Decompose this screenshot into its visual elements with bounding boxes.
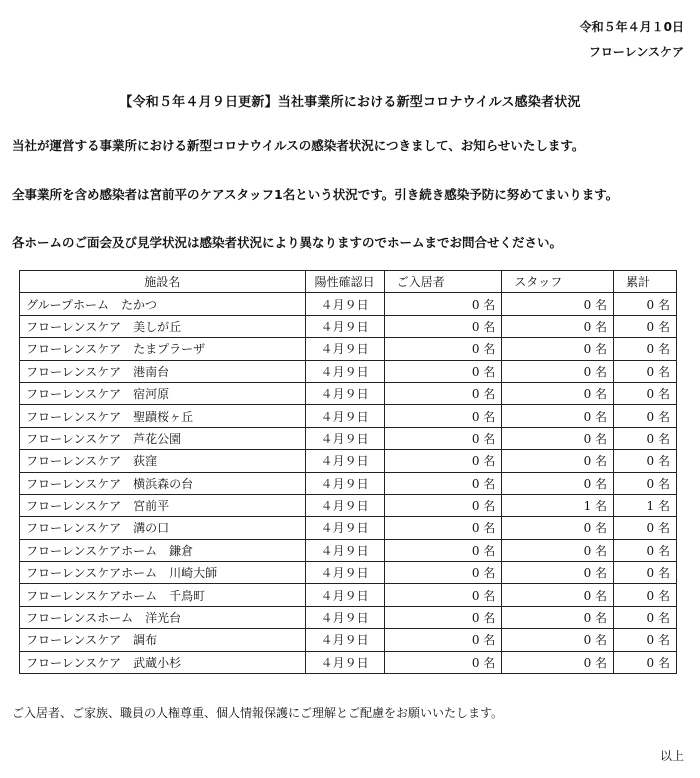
resident-count: 0 名 bbox=[384, 651, 502, 673]
table-row bbox=[20, 315, 677, 337]
facility-name: フローレンスケア 武蔵小杉 bbox=[20, 651, 306, 673]
total-count: 0 名 bbox=[614, 606, 677, 628]
infection-status-table bbox=[19, 270, 677, 674]
facility-name: フローレンスケアホーム 千鳥町 bbox=[20, 584, 306, 606]
header-facility: 施設名 bbox=[20, 271, 306, 293]
resident-count: 0 名 bbox=[384, 584, 502, 606]
total-count: 0 名 bbox=[614, 315, 677, 337]
total-count: 0 名 bbox=[614, 427, 677, 449]
facility-name: フローレンスケアホーム 川崎大師 bbox=[20, 562, 306, 584]
staff-count: 0 名 bbox=[502, 427, 614, 449]
table-row bbox=[20, 472, 677, 494]
resident-count: 0 名 bbox=[384, 562, 502, 584]
positive-date: ４月９日 bbox=[305, 450, 384, 472]
header-residents: ご入居者 bbox=[384, 271, 502, 293]
positive-date: ４月９日 bbox=[305, 427, 384, 449]
resident-count: 0 名 bbox=[384, 427, 502, 449]
staff-count: 0 名 bbox=[502, 539, 614, 561]
table-row bbox=[20, 450, 677, 472]
table-row bbox=[20, 494, 677, 516]
company-name: フローレンスケア bbox=[588, 45, 684, 59]
table-row bbox=[20, 382, 677, 404]
header-positive-date: 陽性確認日 bbox=[305, 271, 384, 293]
resident-count: 0 名 bbox=[384, 606, 502, 628]
staff-count: 1 名 bbox=[502, 494, 614, 516]
facility-name: フローレンスケア 美しが丘 bbox=[20, 315, 306, 337]
staff-count: 0 名 bbox=[502, 293, 614, 315]
table-row bbox=[20, 427, 677, 449]
facility-name: フローレンスケア 荻窪 bbox=[20, 450, 306, 472]
resident-count: 0 名 bbox=[384, 338, 502, 360]
table-header-row bbox=[20, 271, 677, 293]
page-title: 【令和５年４月９日更新】当社事業所における新型コロナウイルス感染者状況 bbox=[119, 95, 581, 110]
total-count: 0 名 bbox=[614, 382, 677, 404]
header-total: 累計 bbox=[614, 271, 677, 293]
total-count: 0 名 bbox=[614, 562, 677, 584]
positive-date: ４月９日 bbox=[305, 517, 384, 539]
staff-count: 0 名 bbox=[502, 517, 614, 539]
total-count: 0 名 bbox=[614, 405, 677, 427]
facility-name: フローレンスケア たまプラーザ bbox=[20, 338, 306, 360]
positive-date: ４月９日 bbox=[305, 494, 384, 516]
table-row bbox=[20, 606, 677, 628]
staff-count: 0 名 bbox=[502, 405, 614, 427]
closing-mark: 以上 bbox=[659, 749, 684, 763]
table-row bbox=[20, 562, 677, 584]
staff-count: 0 名 bbox=[502, 472, 614, 494]
positive-date: ４月９日 bbox=[305, 338, 384, 360]
staff-count: 0 名 bbox=[502, 584, 614, 606]
positive-date: ４月９日 bbox=[305, 315, 384, 337]
positive-date: ４月９日 bbox=[305, 606, 384, 628]
staff-count: 0 名 bbox=[502, 562, 614, 584]
table-row bbox=[20, 338, 677, 360]
resident-count: 0 名 bbox=[384, 629, 502, 651]
staff-count: 0 名 bbox=[502, 382, 614, 404]
resident-count: 0 名 bbox=[384, 450, 502, 472]
facility-name: フローレンスケア 港南台 bbox=[20, 360, 306, 382]
table-row bbox=[20, 629, 677, 651]
positive-date: ４月９日 bbox=[305, 651, 384, 673]
positive-date: ４月９日 bbox=[305, 472, 384, 494]
total-count: 0 名 bbox=[614, 360, 677, 382]
table-row bbox=[20, 405, 677, 427]
staff-count: 0 名 bbox=[502, 450, 614, 472]
positive-date: ４月９日 bbox=[305, 405, 384, 427]
facility-name: フローレンスケア 宿河原 bbox=[20, 382, 306, 404]
total-count: 1 名 bbox=[614, 494, 677, 516]
facility-name: フローレンスケア 調布 bbox=[20, 629, 306, 651]
total-count: 0 名 bbox=[614, 629, 677, 651]
positive-date: ４月９日 bbox=[305, 360, 384, 382]
table-row bbox=[20, 360, 677, 382]
table-row bbox=[20, 651, 677, 673]
staff-count: 0 名 bbox=[502, 360, 614, 382]
resident-count: 0 名 bbox=[384, 382, 502, 404]
resident-count: 0 名 bbox=[384, 539, 502, 561]
facility-name: フローレンスホーム 洋光台 bbox=[20, 606, 306, 628]
resident-count: 0 名 bbox=[384, 517, 502, 539]
intro-paragraph: 当社が運営する事業所における新型コロナウイルスの感染者状況につきまして、お知らせいたします。 bbox=[12, 138, 585, 153]
resident-count: 0 名 bbox=[384, 315, 502, 337]
resident-count: 0 名 bbox=[384, 293, 502, 315]
positive-date: ４月９日 bbox=[305, 382, 384, 404]
staff-count: 0 名 bbox=[502, 315, 614, 337]
privacy-note: ご入居者、ご家族、職員の人権尊重、個人情報保護にご理解とご配慮をお願いいたします。 bbox=[12, 706, 504, 720]
facility-name: フローレンスケアホーム 鎌倉 bbox=[20, 539, 306, 561]
total-count: 0 名 bbox=[614, 539, 677, 561]
total-count: 0 名 bbox=[614, 651, 677, 673]
facility-name: フローレンスケア 芦花公園 bbox=[20, 427, 306, 449]
staff-count: 0 名 bbox=[502, 338, 614, 360]
positive-date: ４月９日 bbox=[305, 584, 384, 606]
resident-count: 0 名 bbox=[384, 405, 502, 427]
total-count: 0 名 bbox=[614, 517, 677, 539]
visit-paragraph: 各ホームのご面会及び見学状況は感染者状況により異なりますのでホームまでお問合せください。 bbox=[12, 235, 563, 250]
header-staff: スタッフ bbox=[502, 271, 614, 293]
table-row bbox=[20, 517, 677, 539]
total-count: 0 名 bbox=[614, 293, 677, 315]
status-paragraph: 全事業所を含め感染者は宮前平のケアスタッフ1名という状況です。引き続き感染予防に努めてまいります。 bbox=[12, 187, 619, 202]
resident-count: 0 名 bbox=[384, 472, 502, 494]
staff-count: 0 名 bbox=[502, 629, 614, 651]
table-row bbox=[20, 539, 677, 561]
total-count: 0 名 bbox=[614, 472, 677, 494]
notice-date: 令和５年４月１0日 bbox=[579, 20, 684, 34]
facility-name: フローレンスケア 聖蹟桜ヶ丘 bbox=[20, 405, 306, 427]
positive-date: ４月９日 bbox=[305, 629, 384, 651]
total-count: 0 名 bbox=[614, 450, 677, 472]
resident-count: 0 名 bbox=[384, 494, 502, 516]
facility-name: グループホーム たかつ bbox=[20, 293, 306, 315]
positive-date: ４月９日 bbox=[305, 539, 384, 561]
total-count: 0 名 bbox=[614, 338, 677, 360]
facility-name: フローレンスケア 横浜森の台 bbox=[20, 472, 306, 494]
staff-count: 0 名 bbox=[502, 651, 614, 673]
table-body bbox=[20, 293, 677, 674]
staff-count: 0 名 bbox=[502, 606, 614, 628]
facility-name: フローレンスケア 溝の口 bbox=[20, 517, 306, 539]
positive-date: ４月９日 bbox=[305, 562, 384, 584]
positive-date: ４月９日 bbox=[305, 293, 384, 315]
total-count: 0 名 bbox=[614, 584, 677, 606]
table-row bbox=[20, 293, 677, 315]
table-row bbox=[20, 584, 677, 606]
facility-name: フローレンスケア 宮前平 bbox=[20, 494, 306, 516]
resident-count: 0 名 bbox=[384, 360, 502, 382]
